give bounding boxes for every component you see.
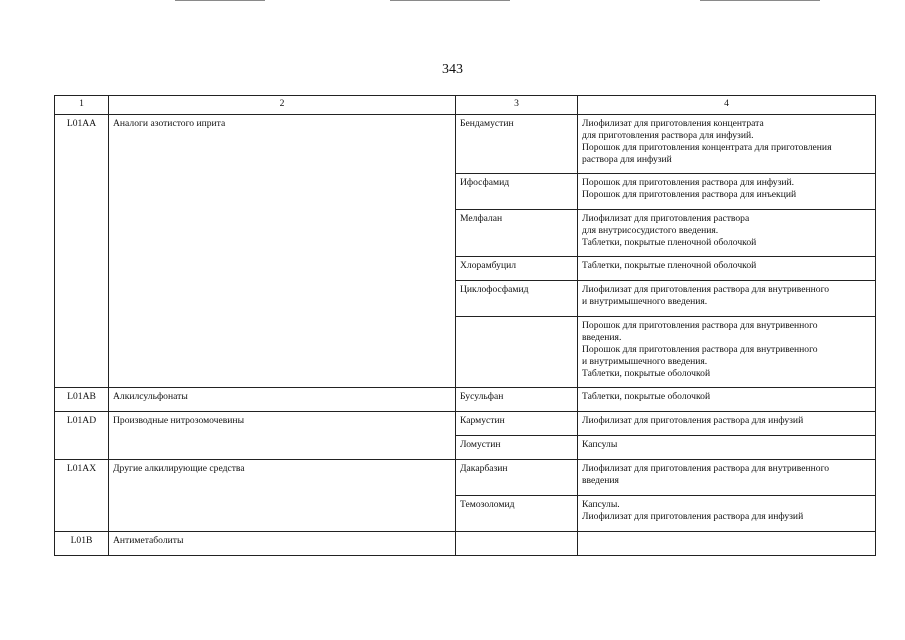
column-header-1: 1 bbox=[55, 96, 109, 115]
table-row bbox=[55, 412, 876, 436]
drug-name: Темозоломид bbox=[456, 496, 578, 532]
dosage-form bbox=[578, 317, 876, 388]
dosage-form bbox=[578, 281, 876, 317]
dosage-form-line: введения bbox=[582, 475, 619, 486]
drug-name: Хлорамбуцил bbox=[456, 257, 578, 281]
drug-name bbox=[456, 317, 578, 388]
dosage-form-line: Лиофилизат для приготовления концентрата bbox=[582, 118, 764, 129]
dosage-form-line: Таблетки, покрытые оболочкой bbox=[582, 391, 711, 402]
dosage-form-line: и внутримышечного введения. bbox=[582, 296, 708, 307]
top-edge-line-mid bbox=[390, 0, 510, 1]
page-number: 343 bbox=[442, 62, 463, 77]
table-row bbox=[55, 460, 876, 496]
dosage-form bbox=[578, 436, 876, 460]
group-name: Производные нитрозомочевины bbox=[109, 412, 456, 460]
dosage-form bbox=[578, 496, 876, 532]
table-header-row bbox=[55, 96, 876, 115]
group-name: Алкилсульфонаты bbox=[109, 388, 456, 412]
dosage-form bbox=[578, 388, 876, 412]
dosage-form-line: введения. bbox=[582, 332, 622, 343]
dosage-form bbox=[578, 115, 876, 174]
top-edge-line-right bbox=[700, 0, 820, 1]
drug-name bbox=[456, 532, 578, 556]
drug-name: Кармустин bbox=[456, 412, 578, 436]
drug-name: Дакарбазин bbox=[456, 460, 578, 496]
column-header-4: 4 bbox=[578, 96, 876, 115]
dosage-form-line: Порошок для приготовления раствора для инфузий. bbox=[582, 177, 795, 188]
dosage-form-line: Капсулы. bbox=[582, 499, 620, 510]
group-name: Другие алкилирующие средства bbox=[109, 460, 456, 532]
dosage-form bbox=[578, 210, 876, 257]
atc-code: L01AA bbox=[55, 115, 109, 388]
drug-name: Циклофосфамид bbox=[456, 281, 578, 317]
table-row bbox=[55, 532, 876, 556]
dosage-form-line: для приготовления раствора для инфузий. bbox=[582, 130, 754, 141]
dosage-form bbox=[578, 532, 876, 556]
dosage-form-line: и внутримышечного введения. bbox=[582, 356, 708, 367]
dosage-form-line: Порошок для приготовления раствора для инъекций bbox=[582, 189, 797, 200]
dosage-form-line: Лиофилизат для приготовления раствора для инфузий bbox=[582, 415, 804, 426]
dosage-form-line: Таблетки, покрытые оболочкой bbox=[582, 368, 711, 379]
dosage-form bbox=[578, 257, 876, 281]
dosage-form bbox=[578, 460, 876, 496]
dosage-form-line: Лиофилизат для приготовления раствора для инфузий bbox=[582, 511, 804, 522]
table-row bbox=[55, 388, 876, 412]
dosage-form-line: Порошок для приготовления раствора для внутривенного bbox=[582, 320, 818, 331]
atc-code: L01AD bbox=[55, 412, 109, 460]
drug-name: Ифосфамид bbox=[456, 174, 578, 210]
drug-name: Мелфалан bbox=[456, 210, 578, 257]
dosage-form-line: Лиофилизат для приготовления раствора для внутривенного bbox=[582, 463, 830, 474]
dosage-form-line: Лиофилизат для приготовления раствора bbox=[582, 213, 750, 224]
drug-name: Бусульфан bbox=[456, 388, 578, 412]
dosage-form-line: Капсулы bbox=[582, 439, 618, 450]
column-header-2: 2 bbox=[109, 96, 456, 115]
group-name: Антиметаболиты bbox=[109, 532, 456, 556]
dosage-form-line: Таблетки, покрытые пленочной оболочкой bbox=[582, 260, 757, 271]
dosage-form bbox=[578, 174, 876, 210]
dosage-form-line: Таблетки, покрытые пленочной оболочкой bbox=[582, 237, 757, 248]
dosage-form bbox=[578, 412, 876, 436]
table-row bbox=[55, 115, 876, 174]
drug-name: Бендамустин bbox=[456, 115, 578, 174]
top-edge-line-left bbox=[175, 0, 265, 1]
group-name: Аналоги азотистого иприта bbox=[109, 115, 456, 388]
drug-name: Ломустин bbox=[456, 436, 578, 460]
dosage-form-line: Порошок для приготовления концентрата для приготовления bbox=[582, 142, 832, 153]
dosage-form-line: раствора для инфузий bbox=[582, 154, 672, 165]
drug-table bbox=[54, 95, 876, 556]
atc-code: L01B bbox=[55, 532, 109, 556]
atc-code: L01AB bbox=[55, 388, 109, 412]
column-header-3: 3 bbox=[456, 96, 578, 115]
dosage-form-line: для внутрисосудистого введения. bbox=[582, 225, 719, 236]
dosage-form-line: Порошок для приготовления раствора для внутривенного bbox=[582, 344, 818, 355]
atc-code: L01AX bbox=[55, 460, 109, 532]
dosage-form-line: Лиофилизат для приготовления раствора для внутривенного bbox=[582, 284, 830, 295]
